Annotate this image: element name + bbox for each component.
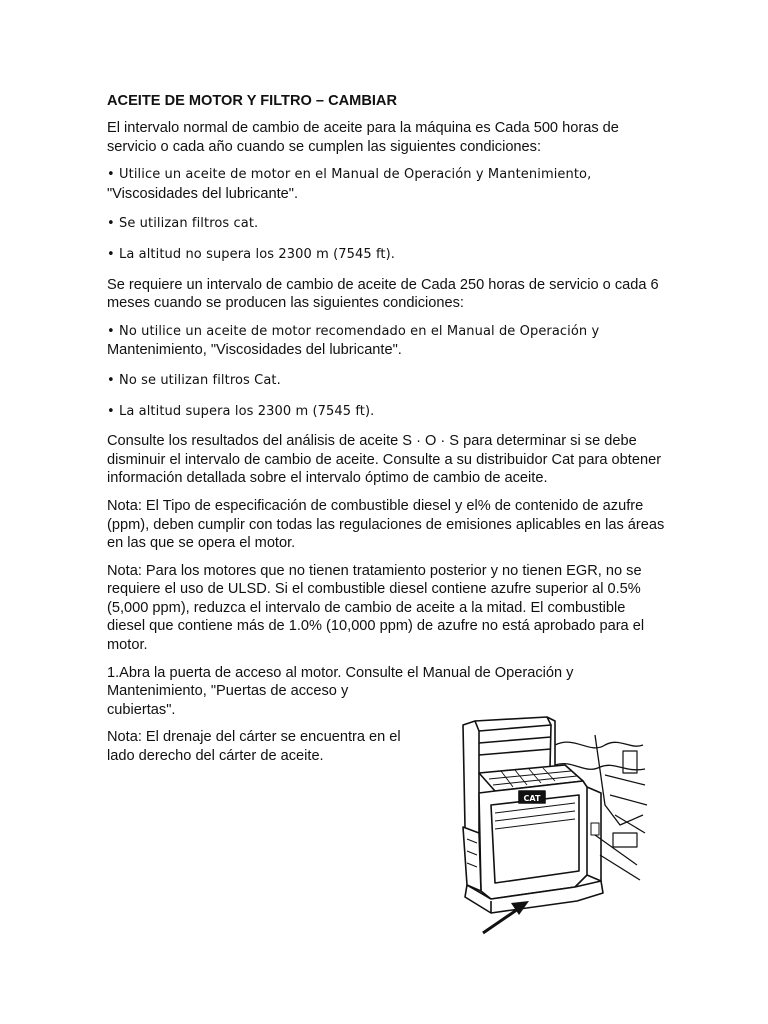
note-fuel-spec: Nota: El Tipo de especificación de combustible diesel y el% de contenido de azufre (ppm), deben cumplir con todas las regulaciones de emisiones aplicables en las áreas en las que se opera el motor. [107,497,665,552]
note-ulsd: Nota: Para los motores que no tienen tratamiento posterior y no tienen EGR, no se requiere el uso de ULSD. Si el combustible diesel contiene azufre superior al 0.5% (5,000 ppm), reduzca el intervalo de cambio de aceite a la mitad. El combustible diesel que contiene más de 1.0% (10,000 ppm) de azufre no está aprobado para el motor. [107,562,645,654]
note-drain-location: Nota: El drenaje del cárter se encuentra en el lado derecho del cárter de aceite. [107,729,401,765]
sos-paragraph: Consulte los resultados del análisis de aceite S · O · S para determinar si se debe disminuir el intervalo de cambio de aceite. Consulte a su distribuidor Cat para obtener información detallada sobre el intervalo óptimo de cambio de aceite. [107,433,662,487]
condition-reduced-1 [107,322,667,360]
condition-reduced-2 [107,371,667,391]
condition-normal-1-main: • Utilice un aceite de motor en el Manual de Operación y Mantenimiento, [107,167,592,183]
condition-normal-2 [107,214,667,234]
condition-reduced-2-main: • No se utilizan filtros Cat. [107,372,281,388]
condition-normal-2-main: • Se utilizan filtros cat. [107,216,259,232]
condition-reduced-1-rest: Mantenimiento, "Viscosidades del lubricante". [107,342,402,359]
document-page [107,92,667,766]
condition-normal-1-rest: "Viscosidades del lubricante". [107,185,299,202]
step-1 [107,664,667,720]
condition-reduced-3 [107,402,667,422]
condition-reduced-3-main: • La altitud supera los 2300 m (7545 ft). [107,403,375,419]
cat-badge-label: CAT [523,794,541,803]
condition-normal-3-main: • La altitud no supera los 2300 m (7545 ft). [107,246,396,262]
reduced-interval-paragraph: Se requiere un intervalo de cambio de aceite de Cada 250 horas de servicio o cada 6 meses cuando se producen las siguientes condiciones: [107,276,659,312]
engine-compartment-illustration [455,715,650,937]
engine-illustration-svg [455,715,650,937]
step-1-line-b: Mantenimiento, "Puertas de acceso y cubiertas". [107,683,349,718]
step-1-line-a: 1.Abra la puerta de acceso al motor. Consulte el Manual de Operación y [107,664,574,681]
condition-normal-3 [107,245,667,265]
condition-reduced-1-main: • No utilice un aceite de motor recomendado en el Manual de Operación y [107,323,600,339]
intro-paragraph: El intervalo normal de cambio de aceite para la máquina es Cada 500 horas de servicio o cada año cuando se cumplen las siguientes condiciones: [107,120,619,155]
condition-normal-1 [107,165,667,203]
document-title: ACEITE DE MOTOR Y FILTRO – CAMBIAR [107,93,398,109]
